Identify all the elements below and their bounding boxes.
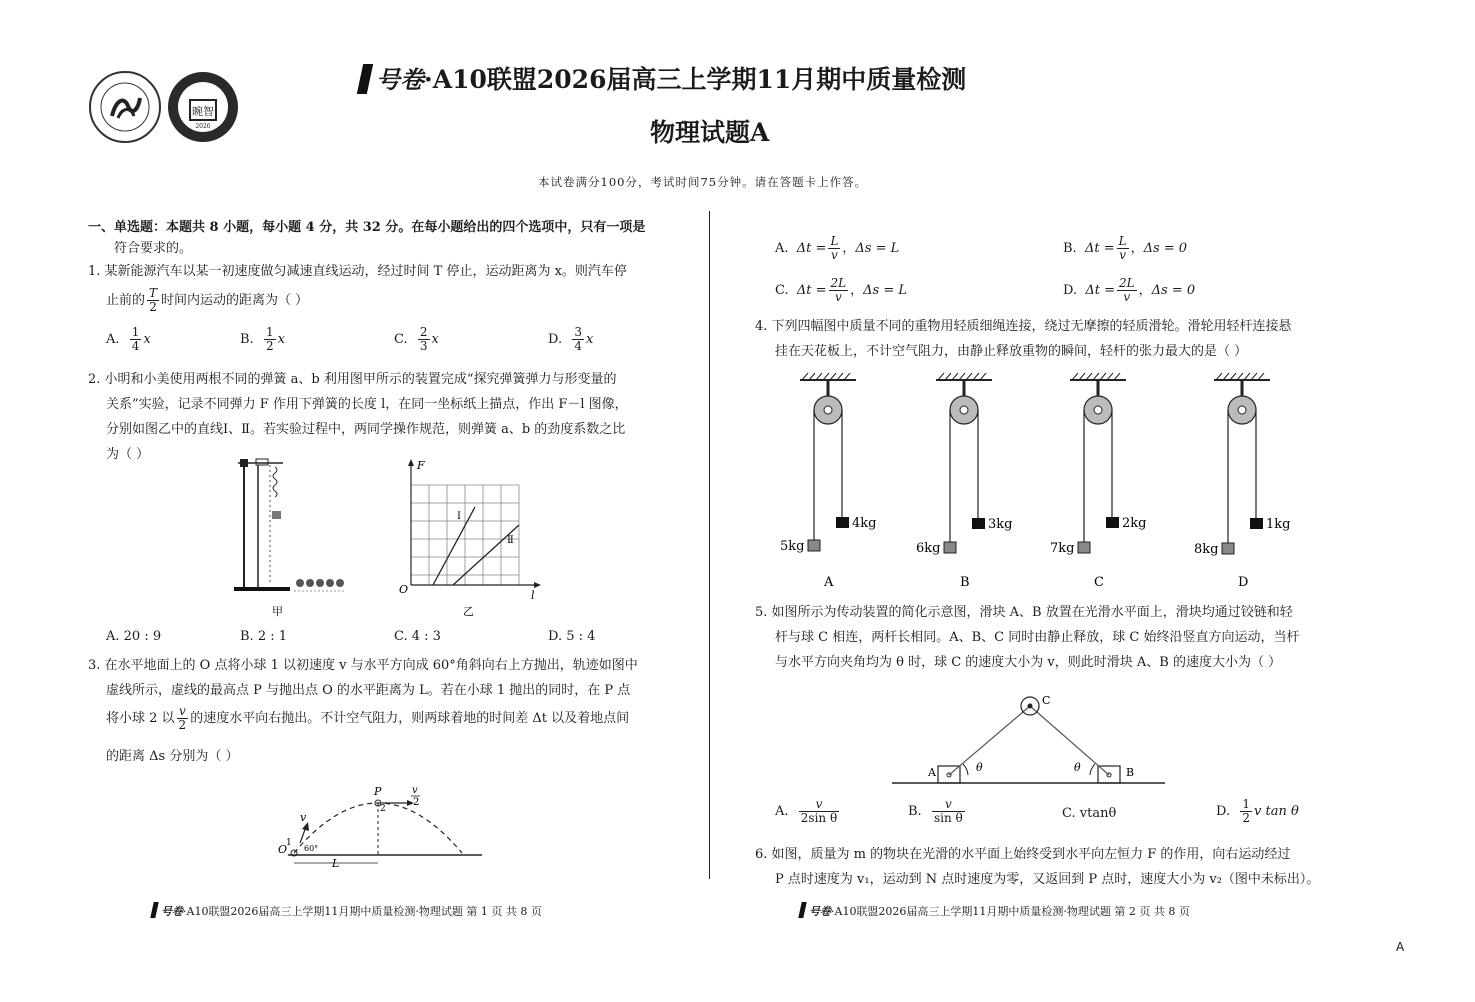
svg-text:L: L (332, 857, 340, 870)
page-mark: A (1396, 940, 1405, 954)
pulley-figure-B (916, 373, 1012, 590)
svg-text:A: A (928, 766, 936, 779)
weight-left (808, 540, 820, 551)
q3-line2: 虚线所示，虚线的最高点 P 与抛出点 O 的水平距离为 L。若在小球 1 抛出的同时，在 P 点 (106, 683, 631, 698)
q5-line2: 杆与球 C 相连，两杆长相同。A、B、C 同时由静止释放，球 C 始终沿竖直方向运动，当杆 (775, 630, 1300, 645)
brand-mark-icon (798, 902, 806, 918)
q2-option-c: C. 4 : 3 (394, 629, 441, 644)
q3-option-c: C. Δt = $\frac{2L}{v}$ ，Δs = L (775, 276, 908, 305)
q1-option-a: A. $\frac{1}{4}$ x (106, 325, 151, 354)
q1-line1: 1. 某新能源汽车以某一初速度做匀减速直线运动，经过时间 T 停止，运动距离为 x。则汽车停 (88, 264, 627, 279)
weight-left (944, 542, 956, 553)
weight-right (836, 517, 849, 528)
svg-text:l: l (531, 589, 535, 602)
svg-text:B: B (1126, 766, 1135, 779)
q2-line2: 关系”实验，记录不同弹力 F 作用下弹簧的长度 l，在同一坐标纸上描点，作出 F－l 图像， (106, 397, 628, 412)
weight-right (1250, 518, 1263, 529)
line-I (433, 507, 475, 585)
q6-line2: P 点时速度为 v₁，运动到 N 点时速度为零，又返回到 P 点时，速度大小为 v₂（图中未标出）。 (775, 872, 1320, 887)
pulley-figure-label: B (960, 575, 970, 590)
svg-text:Ⅰ: Ⅰ (457, 511, 461, 522)
svg-text:1: 1 (286, 838, 292, 848)
svg-text:乙: 乙 (463, 605, 474, 618)
svg-text:2: 2 (413, 797, 420, 808)
q5-figure (890, 690, 1170, 790)
section-heading-cont: 符合要求的。 (114, 241, 193, 256)
q1-option-c: C. $\frac{2}{3}$ x (394, 325, 439, 354)
svg-text:C: C (1042, 694, 1051, 707)
svg-text:v: v (300, 811, 307, 824)
svg-text:2: 2 (380, 804, 386, 814)
q4-figure (770, 372, 1290, 592)
q2-line1: 2. 小明和小美使用两根不同的弹簧 a、b 利用图甲所示的装置完成“探究弹簧弹力与形变量的 (88, 372, 617, 387)
wanzhi-logo (166, 70, 240, 144)
q3-option-b: B. Δt = $\frac{L}{v}$ ，Δs = 0 (1063, 234, 1188, 263)
footer-left: 号卷·A10联盟2026届高三上学期11月期中质量检测·物理试题 第 1 页 共 8 页 (152, 902, 542, 919)
weight-right-label: 1kg (1266, 517, 1290, 532)
svg-text:O: O (278, 843, 288, 856)
brand-mark-icon (150, 902, 158, 918)
exam-subtitle: 物理试题A (650, 118, 770, 147)
q3-line3: 将小球 2 以 $\frac{v}{2}$ 的速度水平向右抛出。不计空气阻力，则两球着地的时间差 Δt 以及着地点间 (106, 704, 630, 733)
q2-option-a: A. 20 : 9 (106, 629, 162, 644)
weight-right (972, 518, 985, 529)
svg-text:θ: θ (976, 761, 983, 774)
weight-right-label: 2kg (1122, 516, 1147, 531)
weight-right (1106, 517, 1119, 528)
column-divider (709, 211, 710, 879)
q5-option-c: C. vtanθ (1062, 806, 1117, 821)
pulley-figure-label: C (1094, 575, 1104, 590)
q2-line4: 为（ ） (106, 447, 150, 462)
weight-left-label: 7kg (1050, 541, 1075, 556)
weight-left-label: 6kg (916, 541, 941, 556)
weight-left-label: 5kg (780, 539, 805, 554)
brand-mark-icon (357, 64, 373, 94)
pulley-figure-D (1194, 373, 1290, 590)
alliance-logo (88, 70, 162, 144)
svg-text:P: P (374, 785, 382, 798)
q5-option-a: A. $\frac{v}{\text{2sin θ}}$ (775, 797, 838, 826)
q3-line1: 3. 在水平地面上的 O 点将小球 1 以初速度 v 与水平方向成 60°角斜向右上方抛出，轨迹如图中 (88, 658, 638, 673)
svg-text:O: O (399, 583, 409, 596)
fig-label-jia: 甲 (272, 605, 283, 618)
q4-line2: 挂在天花板上，不计空气阻力，由静止释放重物的瞬间，轻杆的张力最大的是（ ） (775, 344, 1248, 359)
pulley-figure-label: A (824, 575, 834, 590)
q5-line1: 5. 如图所示为传动装置的简化示意图，滑块 A、B 放置在光滑水平面上，滑块均通过铰链和轻 (755, 605, 1293, 620)
q1-option-b: B. $\frac{1}{2}$ x (240, 325, 285, 354)
q2-option-b: B. 2 : 1 (240, 629, 288, 644)
weight-left (1222, 543, 1234, 554)
weight-left-label: 8kg (1194, 542, 1219, 557)
title-rest: ·A10联盟2026届高三上学期11月期中质量检测 (424, 65, 967, 94)
q3-option-d: D. Δt = $\frac{2L}{v}$ ，Δs = 0 (1063, 276, 1196, 305)
line-II (453, 525, 519, 585)
section-heading: 一、单选题：本题共 8 小题，每小题 4 分，共 32 分。在每小题给出的四个选项中，只有一项是 (88, 220, 646, 235)
wanzhi-mark: 晼智 (192, 105, 214, 118)
q3-option-a: A. Δt = $\frac{L}{v}$ ，Δs = L (775, 234, 900, 263)
svg-text:Ⅱ: Ⅱ (507, 535, 514, 546)
q1-option-d: D. $\frac{3}{4}$ x (548, 325, 594, 354)
pulley-figure-label: D (1238, 575, 1249, 590)
weight-left (1078, 542, 1090, 553)
q2-figure-yi (395, 455, 545, 620)
brand-name: 号卷 (376, 65, 424, 94)
wanzhi-year: 2026 (195, 123, 211, 130)
q3-line4: 的距离 Δs 分别为（ ） (106, 749, 239, 764)
pulley-figure-A (780, 373, 876, 590)
q6-line1: 6. 如图，质量为 m 的物块在光滑的水平面上始终受到水平向左恒力 F 的作用，向右运动经过 (755, 847, 1291, 862)
q4-line1: 4. 下列四幅图中质量不同的重物用轻质细绳连接，绕过无摩擦的轻质滑轮。滑轮用轻杆连接悬 (755, 319, 1292, 334)
pulley-figure-C (1050, 373, 1146, 590)
q5-option-d: D. $\frac{1}{2}$ v tan θ (1216, 797, 1299, 826)
q2-option-d: D. 5 : 4 (548, 629, 596, 644)
svg-text:v: v (412, 785, 418, 796)
q2-line3: 分别如图乙中的直线Ⅰ、Ⅱ。若实验过程中，两同学操作规范，则弹簧 a、b 的劲度系数之比 (106, 422, 626, 437)
svg-text:60°: 60° (304, 844, 319, 853)
weight-right-label: 4kg (852, 516, 877, 531)
weight-right-label: 3kg (988, 517, 1013, 532)
q2-figure-jia (228, 455, 353, 620)
q3-figure (272, 775, 487, 870)
exam-title (360, 60, 1080, 96)
svg-text:F: F (417, 459, 425, 472)
q5-option-b: B. $\frac{v}{\text{sin θ}}$ (908, 797, 963, 826)
q1-line2: 止前的 $\frac{T}{2}$ 时间内运动的距离为（ ） (106, 286, 309, 315)
q5-line3: 与水平方向夹角均为 θ 时，球 C 的速度大小为 v，则此时滑块 A、B 的速度大小为（ ） (775, 655, 1282, 670)
q1-fraction: $\frac{T}{2}$ (149, 286, 158, 315)
svg-text:θ: θ (1074, 761, 1081, 774)
exam-notice: 本试卷满分100分，考试时间75分钟。请在答题卡上作答。 (538, 175, 868, 189)
footer-right: 号卷·A10联盟2026届高三上学期11月期中质量检测·物理试题 第 2 页 共 8 页 (800, 902, 1190, 919)
